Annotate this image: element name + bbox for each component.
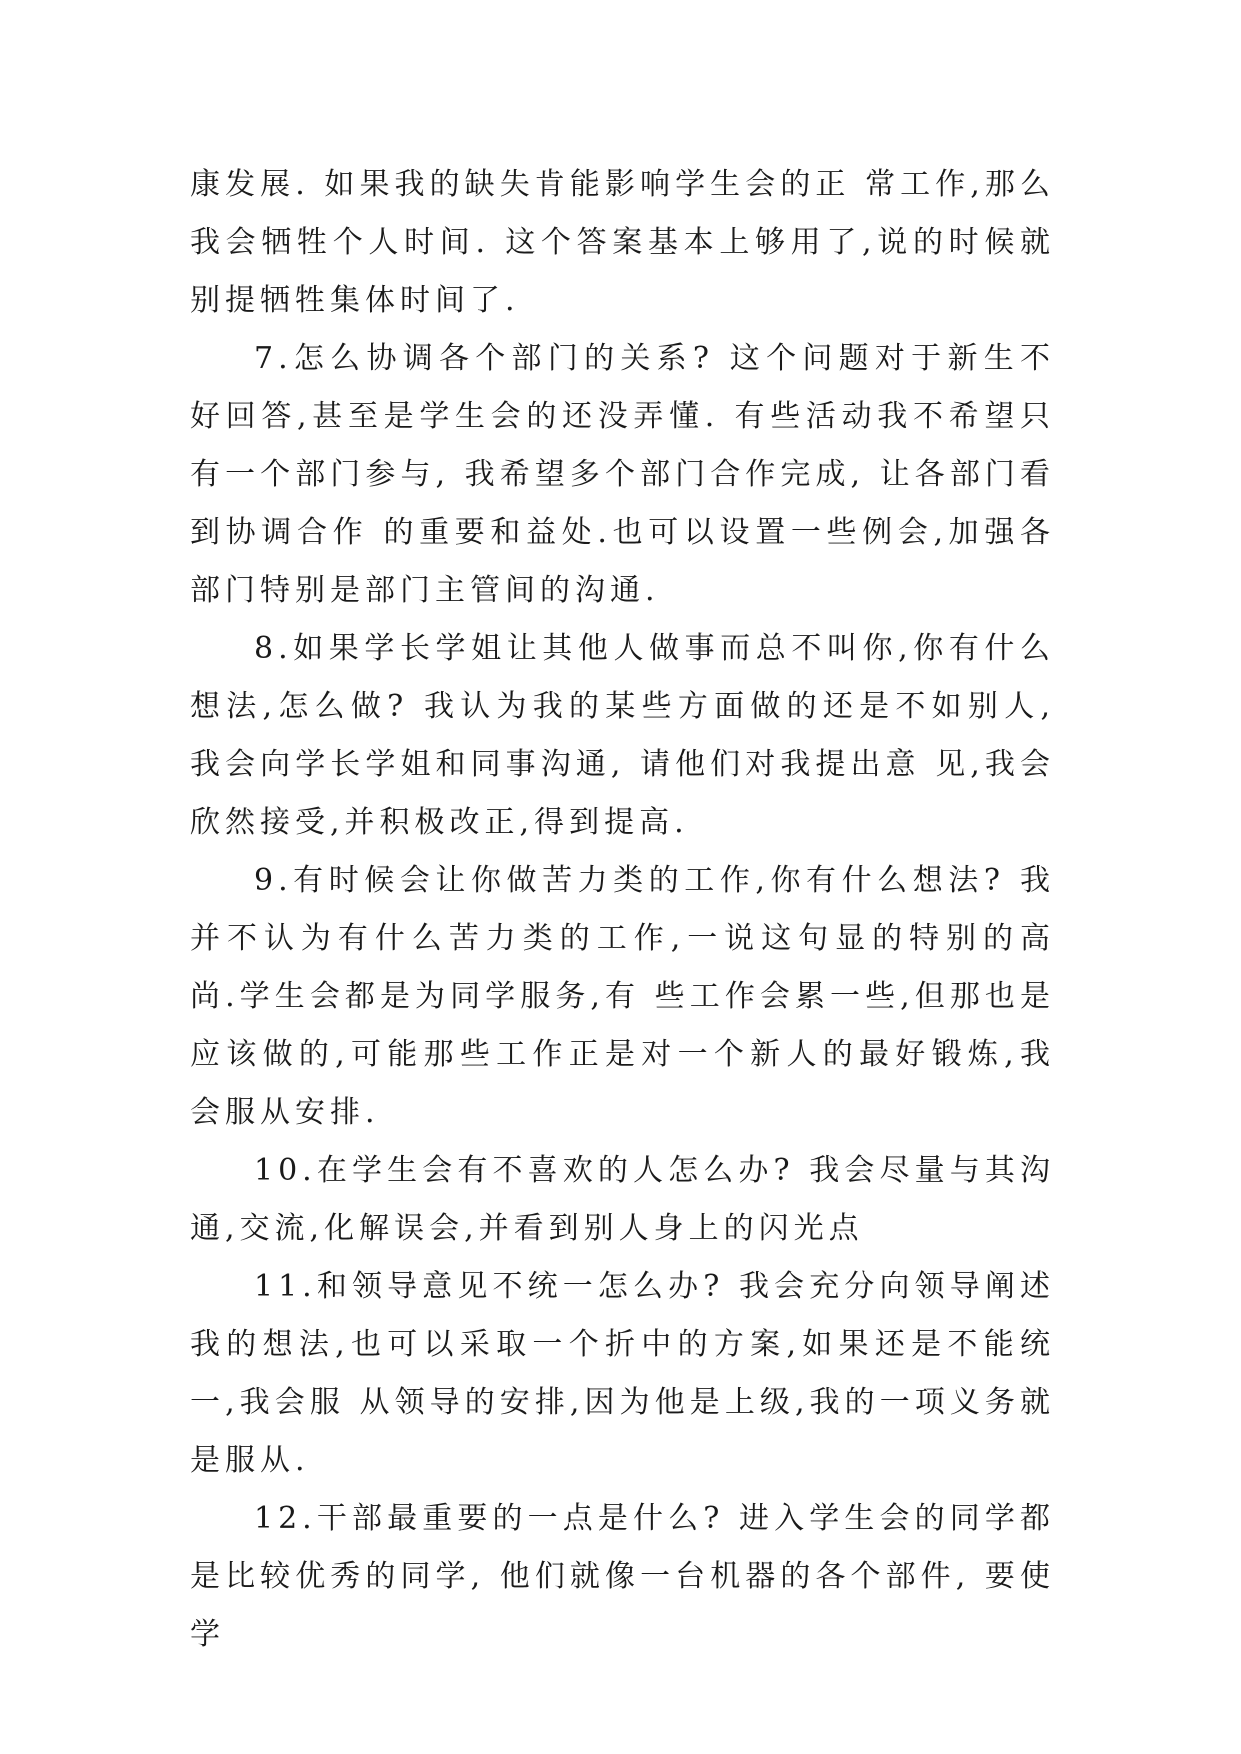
paragraph-question-7: 7.怎么协调各个部门的关系? 这个问题对于新生不好回答,甚至是学生会的还没弄懂. 有些活动我不希望只有一个部门参与, 我希望多个部门合作完成, 让各部门看到协调合作 的重要和益处.也可以设置一些例会,加强各部门特别是部门主管间的沟通. — [190, 341, 1055, 608]
paragraph-question-8: 8.如果学长学姐让其他人做事而总不叫你,你有什么想法,怎么做? 我认为我的某些方面做的还是不如别人, 我会向学长学姐和同事沟通, 请他们对我提出意 见,我会欣然接受,并积极改正,得到提高. — [190, 631, 1055, 840]
document-body — [190, 156, 1055, 1664]
paragraph-question-10: 10.在学生会有不喜欢的人怎么办? 我会尽量与其沟通,交流,化解误会,并看到别人身上的闪光点 — [190, 1153, 1055, 1246]
paragraph-question-9: 9.有时候会让你做苦力类的工作,你有什么想法? 我并不认为有什么苦力类的工作,一说这句显的特别的高尚.学生会都是为同学服务,有 些工作会累一些,但那也是应该做的,可能那些工作正是对一个新人的最好锻炼,我会服从安排. — [190, 863, 1055, 1130]
paragraph-question-12: 12.干部最重要的一点是什么? 进入学生会的同学都是比较优秀的同学, 他们就像一台机器的各个部件, 要使学 — [190, 1501, 1055, 1652]
paragraph-continuation: 康发展. 如果我的缺失肯能影响学生会的正 常工作,那么我会牺牲个人时间. 这个答案基本上够用了,说的时候就别提牺牲集体时间了. — [190, 167, 1055, 318]
paragraph-question-11: 11.和领导意见不统一怎么办? 我会充分向领导阐述我的想法,也可以采取一个折中的方案,如果还是不能统一,我会服 从领导的安排,因为他是上级,我的一项义务就是服从. — [190, 1269, 1055, 1478]
